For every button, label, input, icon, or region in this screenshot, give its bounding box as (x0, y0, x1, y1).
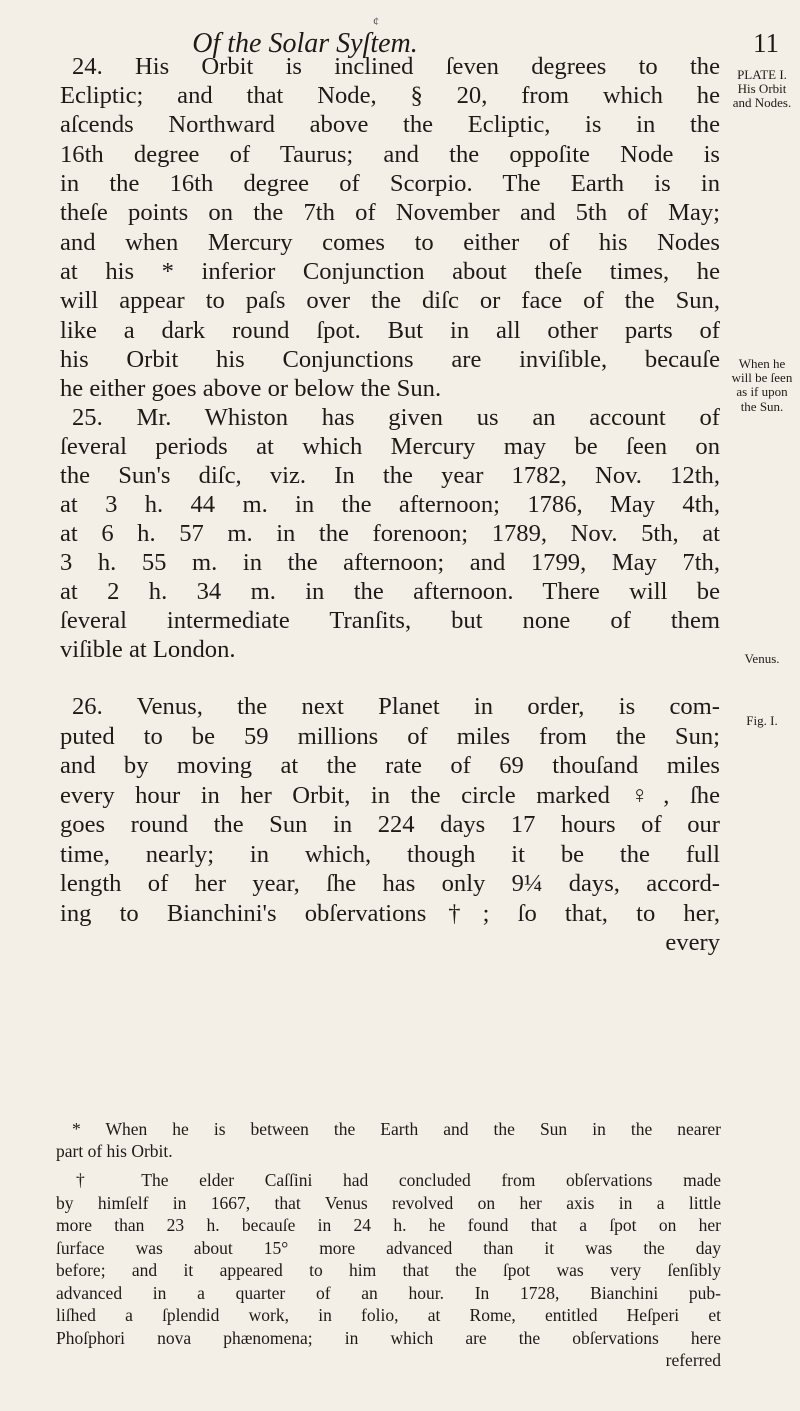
margin-note-nodes: and Nodes. (732, 95, 792, 110)
margin-note-plate: PLATE I. (737, 67, 787, 82)
paragraph-25-line: ſeveral intermediate Tranſits, but none of them (60, 607, 720, 634)
margin-note-fig: Fig. I. (746, 713, 778, 728)
page-number: 11 (753, 28, 779, 58)
paragraph-26-line: puted to be 59 millions of miles from the Sun; (60, 723, 720, 750)
margin-note-when: When he (738, 356, 786, 371)
paragraph-25-line: at 3 h. 44 m. in the afternoon; 1786, May 4th, (60, 491, 720, 518)
paragraph-24-line: 24. His Orbit is inclined ſeven degrees to the (72, 53, 720, 80)
paragraph-26-line: 26. Venus, the next Planet in order, is com- (72, 693, 720, 720)
paragraph-24-line: aſcends Northward above the Ecliptic, is in the (60, 111, 720, 138)
footnote-line: more than 23 h. becauſe in 24 h. he found that a ſpot on her (56, 1215, 721, 1235)
margin-note-venus: Venus. (744, 651, 780, 666)
paragraph-24-line: like a dark round ſpot. But in all other parts of (60, 317, 720, 344)
paragraph-24-line: theſe points on the 7th of November and 5th of May; (60, 199, 720, 226)
paragraph-26-line: goes round the Sun in 224 days 17 hours of our (60, 811, 720, 838)
footnote-catchword: referred (665, 1350, 721, 1370)
footnote-line: advanced in a quarter of an hour. In 1728, Bianchini pub- (56, 1283, 721, 1303)
footnote-line: ſurface was about 15° more advanced than it was the day (56, 1238, 721, 1258)
paragraph-24-line: and when Mercury comes to either of his Nodes (60, 229, 720, 256)
paragraph-26-line: length of her year, ſhe has only 9¼ days, accord- (60, 870, 720, 897)
paragraph-24-line: 16th degree of Taurus; and the oppoſite Node is (60, 141, 720, 168)
paragraph-26-line: and by moving at the rate of 69 thouſand miles (60, 752, 720, 779)
paragraph-24-line: in the 16th degree of Scorpio. The Earth is in (60, 170, 720, 197)
footnote-line: before; and it appeared to him that the ſpot was very ſenſibly (56, 1260, 721, 1280)
footnote-line: liſhed a ſplendid work, in folio, at Rome, entitled Heſperi et (56, 1305, 721, 1325)
paragraph-25-line: the Sun's diſc, viz. In the year 1782, Nov. 12th, (60, 462, 720, 489)
footnote-line: * When he is between the Earth and the Sun in the nearer (72, 1119, 721, 1139)
paragraph-25-line: viſible at London. (60, 636, 236, 663)
margin-note-orbit: His Orbit (737, 81, 787, 96)
catchword: every (665, 929, 720, 956)
paragraph-25-line: ſeveral periods at which Mercury may be ſeen on (60, 433, 720, 460)
paragraph-24-line: he either goes above or below the Sun. (60, 375, 442, 402)
paragraph-24-line: at his * inferior Conjunction about theſe times, he (60, 258, 720, 285)
paragraph-25-line: at 2 h. 34 m. in the afternoon. There will be (60, 578, 720, 605)
paragraph-25-line: 3 h. 55 m. in the afternoon; and 1799, May 7th, (60, 549, 720, 576)
margin-note-seen: will be ſeen (731, 370, 793, 385)
footnote-line: † The elder Caſſini had concluded from obſervations made (76, 1170, 721, 1190)
paragraph-26-line: every hour in her Orbit, in the circle marked ♀, ſhe (60, 782, 720, 809)
paragraph-25-line: 25. Mr. Whiston has given us an account of (72, 404, 720, 431)
paragraph-24-line: Ecliptic; and that Node, § 20, from which he (60, 82, 720, 109)
paragraph-26-line: ing to Bianchini's obſervations†; ſo that, to her, (60, 900, 720, 927)
footnote-line: part of his Orbit. (56, 1141, 173, 1161)
paragraph-26-line: time, nearly; in which, though it be the full (60, 841, 720, 868)
top-mark: ¢ (373, 14, 379, 28)
margin-note-sun: the Sun. (740, 399, 784, 414)
footnote-line: Phoſphori nova phænomena; in which are the obſervations here (56, 1328, 721, 1348)
margin-note-upon: as if upon (736, 384, 788, 399)
footnote-line: by himſelf in 1667, that Venus revolved on her axis in a little (56, 1193, 721, 1213)
paragraph-25-line: at 6 h. 57 m. in the forenoon; 1789, Nov. 5th, at (60, 520, 720, 547)
running-head: Of the Solar Syſtem. (192, 28, 418, 59)
paragraph-24-line: will appear to paſs over the diſc or face of the Sun, (60, 287, 720, 314)
paragraph-24-line: his Orbit his Conjunctions are inviſible, becauſe (60, 346, 720, 373)
